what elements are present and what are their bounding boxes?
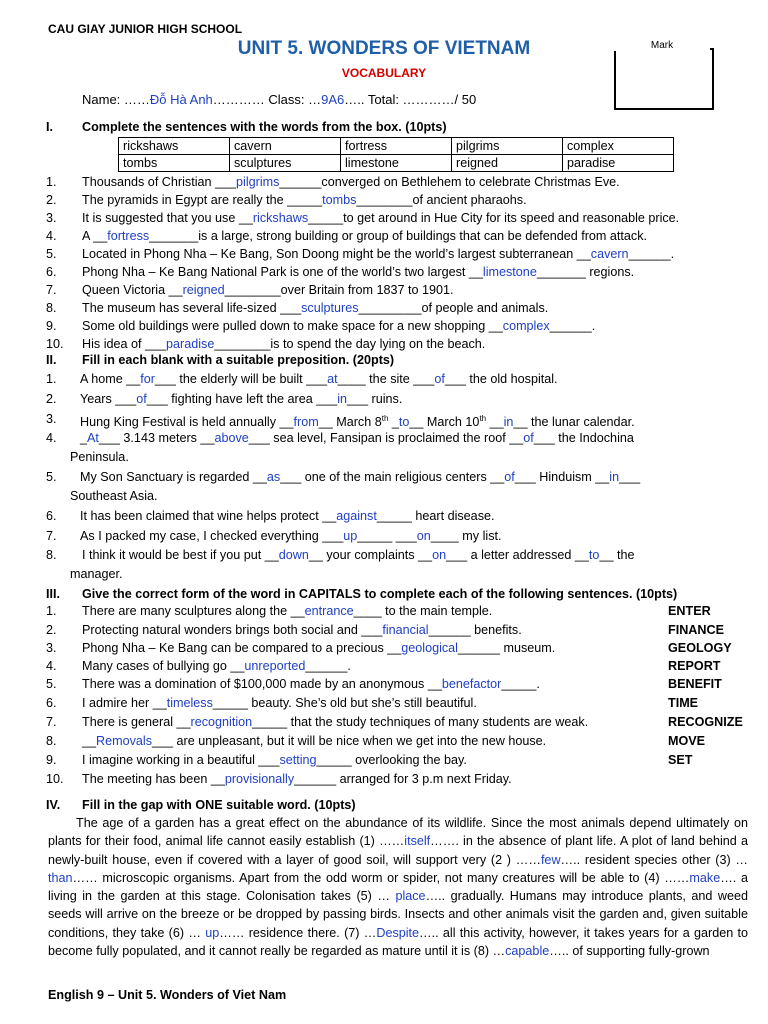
word-box-row xyxy=(119,155,674,172)
item-answer: geological xyxy=(401,641,458,655)
class-label: ………… Class: … xyxy=(212,92,322,107)
item-number: 6. xyxy=(46,265,57,279)
paragraph-text: ……. in the absence of plant life. A plot of land behind a newly-built house, even if covered with a layer of good soil, will support very (2 ) …… xyxy=(48,834,748,867)
item-text: There was a domination of $100,000 made by an anonymous __ xyxy=(82,677,442,691)
section-title: Fill in the gap with ONE suitable word. (10pts) xyxy=(82,798,356,812)
word-box-row xyxy=(119,138,674,155)
item-number: 7. xyxy=(46,283,57,297)
capital-word: TIME xyxy=(668,696,699,710)
item-text: _ xyxy=(388,415,399,430)
paragraph-text: …… microscopic organisms. Apart from the odd worm or spider, not many creatures will be able to (4) …… xyxy=(72,870,690,885)
word-box-cell: complex xyxy=(563,138,674,155)
item-answer: in xyxy=(503,415,514,430)
item-answer: rickshaws xyxy=(252,211,309,225)
item-text: Phong Nha – Ke Bang can be compared to a precious __ xyxy=(82,641,402,655)
section-number: III. xyxy=(46,587,60,601)
item-text: ____ the site ___ xyxy=(337,372,435,386)
item-text: ___ are unpleasant, but it will be nice when we get into the new house. xyxy=(152,734,547,748)
item-text: Hung King Festival is held annually __ xyxy=(80,415,294,430)
item-text: __ your complaints __ xyxy=(308,548,433,562)
total-label: ….. Total: …………/ 50 xyxy=(344,92,477,107)
item-text: Years ___ xyxy=(80,392,137,406)
item-number: 1. xyxy=(46,604,57,618)
item-answer: Removals xyxy=(96,734,153,748)
paragraph-answer: up xyxy=(205,925,220,940)
item-text: Many cases of bullying go __ xyxy=(82,659,245,673)
item-answer: in xyxy=(337,392,348,406)
item-answer: of xyxy=(136,392,147,406)
paragraph-text: …. a living in the garden at this stage. Colonisation takes (5) … xyxy=(48,870,748,904)
item-number: 2. xyxy=(46,623,57,637)
item-text: _ xyxy=(80,431,88,445)
item-text: _____ ___ xyxy=(357,529,417,543)
item-text: ___ one of the main religious centers __ xyxy=(280,470,505,484)
item-answer: to xyxy=(398,415,410,430)
word-box-cell: cavern xyxy=(230,138,341,155)
item-answer: against xyxy=(336,509,377,523)
item-answer: reigned xyxy=(182,283,225,297)
item-number: 5. xyxy=(46,247,57,261)
item-text: __ the xyxy=(599,548,635,562)
item-answer: setting xyxy=(279,753,317,767)
item-text: It has been claimed that wine helps protect __ xyxy=(80,509,337,523)
cloze-paragraph xyxy=(48,814,748,974)
item-answer: At xyxy=(87,431,99,445)
item-answer: timeless xyxy=(166,696,213,710)
item-number: 6. xyxy=(46,509,57,523)
item-text: ___ ruins. xyxy=(347,392,403,406)
item-number: 10. xyxy=(46,772,64,786)
item-text: ________is to spend the day lying on the beach. xyxy=(214,337,486,351)
item-answer: of xyxy=(504,470,515,484)
item-text: The meeting has been __ xyxy=(82,772,225,786)
item-answer: tombs xyxy=(322,193,357,207)
item-text: __ March 10 xyxy=(409,415,480,430)
item-text: It is suggested that you use __ xyxy=(82,211,253,225)
item-answer: as xyxy=(266,470,281,484)
superscript: th xyxy=(479,414,487,423)
item-answer: on xyxy=(416,529,431,543)
item-number: 7. xyxy=(46,529,57,543)
page-title: UNIT 5. WONDERS OF VIETNAM xyxy=(237,38,531,59)
item-text: A __ xyxy=(82,229,108,243)
item-text: ________of ancient pharaohs. xyxy=(356,193,527,207)
paragraph-answer: capable xyxy=(505,944,550,959)
superscript: th xyxy=(381,414,389,423)
paragraph-answer: itself xyxy=(404,834,431,849)
word-box xyxy=(118,137,674,172)
item-answer: benefactor xyxy=(441,677,502,691)
word-box-cell: sculptures xyxy=(230,155,341,172)
item-text: manager. xyxy=(70,567,123,581)
item-text: As I packed my case, I checked everything ___ xyxy=(80,529,344,543)
item-text: Protecting natural wonders brings both social and ___ xyxy=(82,623,383,637)
item-number: 3. xyxy=(46,211,57,225)
item-text: A home __ xyxy=(80,372,141,386)
mark-box xyxy=(614,48,714,110)
capital-word: BENEFIT xyxy=(668,677,722,691)
item-text: ______. xyxy=(305,659,351,673)
item-text: ___ 3.143 meters __ xyxy=(98,431,215,445)
capital-word: MOVE xyxy=(668,734,706,748)
item-number: 7. xyxy=(46,715,57,729)
item-number: 8. xyxy=(46,734,57,748)
word-box-cell: limestone xyxy=(341,155,452,172)
item-answer: down xyxy=(278,548,309,562)
item-text: ______ museum. xyxy=(457,641,556,655)
item-number: 6. xyxy=(46,696,57,710)
paragraph-text: …… residence there. (7) … xyxy=(219,925,377,940)
item-answer: paradise xyxy=(166,337,215,351)
item-answer: entrance xyxy=(304,604,354,618)
item-number: 3. xyxy=(46,412,57,426)
item-text: I admire her __ xyxy=(82,696,167,710)
item-text: _____to get around in Hue City for its speed and reasonable price. xyxy=(308,211,680,225)
capital-word: ENTER xyxy=(668,604,711,618)
item-text: _____ that the study techniques of many students are weak. xyxy=(252,715,589,729)
item-answer: pilgrims xyxy=(236,175,280,189)
item-text: ______converged on Bethlehem to celebrate Christmas Eve. xyxy=(279,175,620,189)
item-text: __ March 8 xyxy=(318,415,382,430)
item-text: ______. xyxy=(549,319,596,333)
item-text: ___ a letter addressed __ xyxy=(446,548,589,562)
item-text: _____. xyxy=(501,677,540,691)
section-title: Fill in each blank with a suitable preposition. (20pts) xyxy=(82,353,395,367)
item-answer: fortress xyxy=(107,229,150,243)
item-text: Southeast Asia. xyxy=(70,489,158,503)
item-answer: on xyxy=(432,548,447,562)
word-box-cell: pilgrims xyxy=(452,138,563,155)
capital-word: FINANCE xyxy=(668,623,724,637)
item-text: My Son Sanctuary is regarded __ xyxy=(80,470,267,484)
item-text: __ xyxy=(82,734,97,748)
section-number: I. xyxy=(46,120,53,134)
item-answer: in xyxy=(609,470,620,484)
item-text: The museum has several life-sized ___ xyxy=(82,301,302,315)
item-text: ___ Hinduism __ xyxy=(514,470,610,484)
capital-word: RECOGNIZE xyxy=(668,715,743,729)
item-text: ________over Britain from 1837 to 1901. xyxy=(224,283,454,297)
item-number: 2. xyxy=(46,392,57,406)
item-number: 4. xyxy=(46,229,57,243)
item-text: __ the lunar calendar. xyxy=(513,415,635,430)
paragraph-text: The age of a garden has a great effect on the abundance of its wildlife. Since the most animals depend ultimately on plants for their food, animal life cannot easily establish (1) …… xyxy=(48,816,748,849)
item-answer: at xyxy=(327,372,338,386)
item-answer: of xyxy=(523,431,534,445)
item-answer: of xyxy=(434,372,445,386)
item-text: I imagine working in a beautiful ___ xyxy=(82,753,280,767)
item-text: ___ the old hospital. xyxy=(444,372,558,386)
item-text: _______is a large, strong building or group of buildings that can be defended from attack. xyxy=(149,229,648,243)
word-box-cell: fortress xyxy=(341,138,452,155)
item-number: 5. xyxy=(46,470,57,484)
item-number: 2. xyxy=(46,193,57,207)
paragraph-answer: place xyxy=(395,889,426,904)
item-text: ___ xyxy=(619,470,641,484)
item-text: Queen Victoria __ xyxy=(82,283,183,297)
page-footer: English 9 – Unit 5. Wonders of Viet Nam xyxy=(48,988,287,1002)
item-answer: complex xyxy=(502,319,550,333)
student-name: Đỗ Hà Anh xyxy=(149,92,213,107)
item-answer: financial xyxy=(382,623,429,637)
word-box-cell: paradise xyxy=(563,155,674,172)
item-answer: up xyxy=(343,529,358,543)
paragraph-answer: Despite xyxy=(376,925,420,940)
student-class: 9A6 xyxy=(321,92,345,107)
item-number: 9. xyxy=(46,319,57,333)
page-subtitle: VOCABULARY xyxy=(341,66,427,80)
item-text: ___ the Indochina xyxy=(533,431,634,445)
item-text: ___ sea level, Fansipan is proclaimed the roof __ xyxy=(248,431,524,445)
student-info-line xyxy=(82,92,476,107)
paragraph-text: ….. gradually. Humans may introduce plants, and weed seeds will arrive on the breeze or be dropped by passing birds. Insects and other animals visit the garden and, given suitable conditions, they take (6) … xyxy=(48,889,748,940)
item-answer: provisionally xyxy=(224,772,295,786)
item-number: 3. xyxy=(46,641,57,655)
item-text: ____ to the main temple. xyxy=(353,604,493,618)
item-text: ___ the elderly will be built ___ xyxy=(154,372,328,386)
item-answer: cavern xyxy=(590,247,629,261)
item-answer: unreported xyxy=(244,659,306,673)
item-text: I think it would be best if you put __ xyxy=(82,548,279,562)
item-answer: for xyxy=(140,372,155,386)
item-text: There are many sculptures along the __ xyxy=(82,604,305,618)
item-answer: from xyxy=(293,415,319,430)
section-title: Complete the sentences with the words from the box. (10pts) xyxy=(82,120,447,134)
item-text: Located in Phong Nha – Ke Bang, Son Doong might be the world’s largest subterranean __ xyxy=(82,247,591,261)
item-text: ______ arranged for 3 p.m next Friday. xyxy=(294,772,512,786)
word-box-cell: rickshaws xyxy=(119,138,230,155)
paragraph-answer: few xyxy=(540,852,561,867)
item-number: 4. xyxy=(46,431,57,445)
item-number: 8. xyxy=(46,548,57,562)
item-text: __ xyxy=(486,415,504,430)
item-number: 10. xyxy=(46,337,64,351)
item-answer: sculptures xyxy=(301,301,359,315)
section-number: IV. xyxy=(46,798,61,812)
item-number: 9. xyxy=(46,753,57,767)
capital-word: REPORT xyxy=(668,659,721,673)
item-text: ______ benefits. xyxy=(428,623,522,637)
item-text: _____ heart disease. xyxy=(376,509,495,523)
item-text: ______. xyxy=(628,247,675,261)
item-text: There is general __ xyxy=(82,715,191,729)
paragraph-text: ….. of supporting fully-grown xyxy=(549,944,710,959)
capital-word: GEOLOGY xyxy=(668,641,732,655)
item-text: _________of people and animals. xyxy=(358,301,549,315)
name-label: Name: …… xyxy=(82,92,150,107)
item-text: Thousands of Christian ___ xyxy=(82,175,237,189)
item-number: 4. xyxy=(46,659,57,673)
item-answer: limestone xyxy=(482,265,537,279)
section-number: II. xyxy=(46,353,57,367)
item-text: ____ my list. xyxy=(430,529,502,543)
paragraph-text: ….. resident species other (3) … xyxy=(560,852,748,867)
school-name: CAU GIAY JUNIOR HIGH SCHOOL xyxy=(48,22,243,36)
paragraph-text: ….. all this activity, however, it takes years for a garden to become fully populated, and it cannot really be regarded as mature until it is (8) … xyxy=(48,925,748,959)
item-text: ___ fighting have left the area ___ xyxy=(146,392,338,406)
item-answer: above xyxy=(214,431,249,445)
item-text: Peninsula. xyxy=(70,450,129,464)
item-text: The pyramids in Egypt are really the _____ xyxy=(82,193,323,207)
paragraph-answer: than xyxy=(48,870,73,885)
item-text: Phong Nha – Ke Bang National Park is one of the world’s two largest __ xyxy=(82,265,483,279)
item-number: 1. xyxy=(46,175,57,189)
item-text: His idea of ___ xyxy=(82,337,167,351)
word-box-cell: tombs xyxy=(119,155,230,172)
item-answer: to xyxy=(588,548,600,562)
item-number: 5. xyxy=(46,677,57,691)
item-answer: recognition xyxy=(190,715,253,729)
item-number: 1. xyxy=(46,372,57,386)
item-text: _______ regions. xyxy=(536,265,635,279)
item-text: _____ beauty. She’s old but she’s still beautiful. xyxy=(212,696,477,710)
mark-label: Mark xyxy=(614,40,710,51)
paragraph-answer: make xyxy=(689,870,721,885)
section-title: Give the correct form of the word in CAPITALS to complete each of the following sentences. (10pts) xyxy=(82,587,678,601)
item-text: _____ overlooking the bay. xyxy=(316,753,467,767)
capital-word: SET xyxy=(668,753,693,767)
item-number: 8. xyxy=(46,301,57,315)
item-text: Some old buildings were pulled down to make space for a new shopping __ xyxy=(82,319,503,333)
word-box-cell: reigned xyxy=(452,155,563,172)
